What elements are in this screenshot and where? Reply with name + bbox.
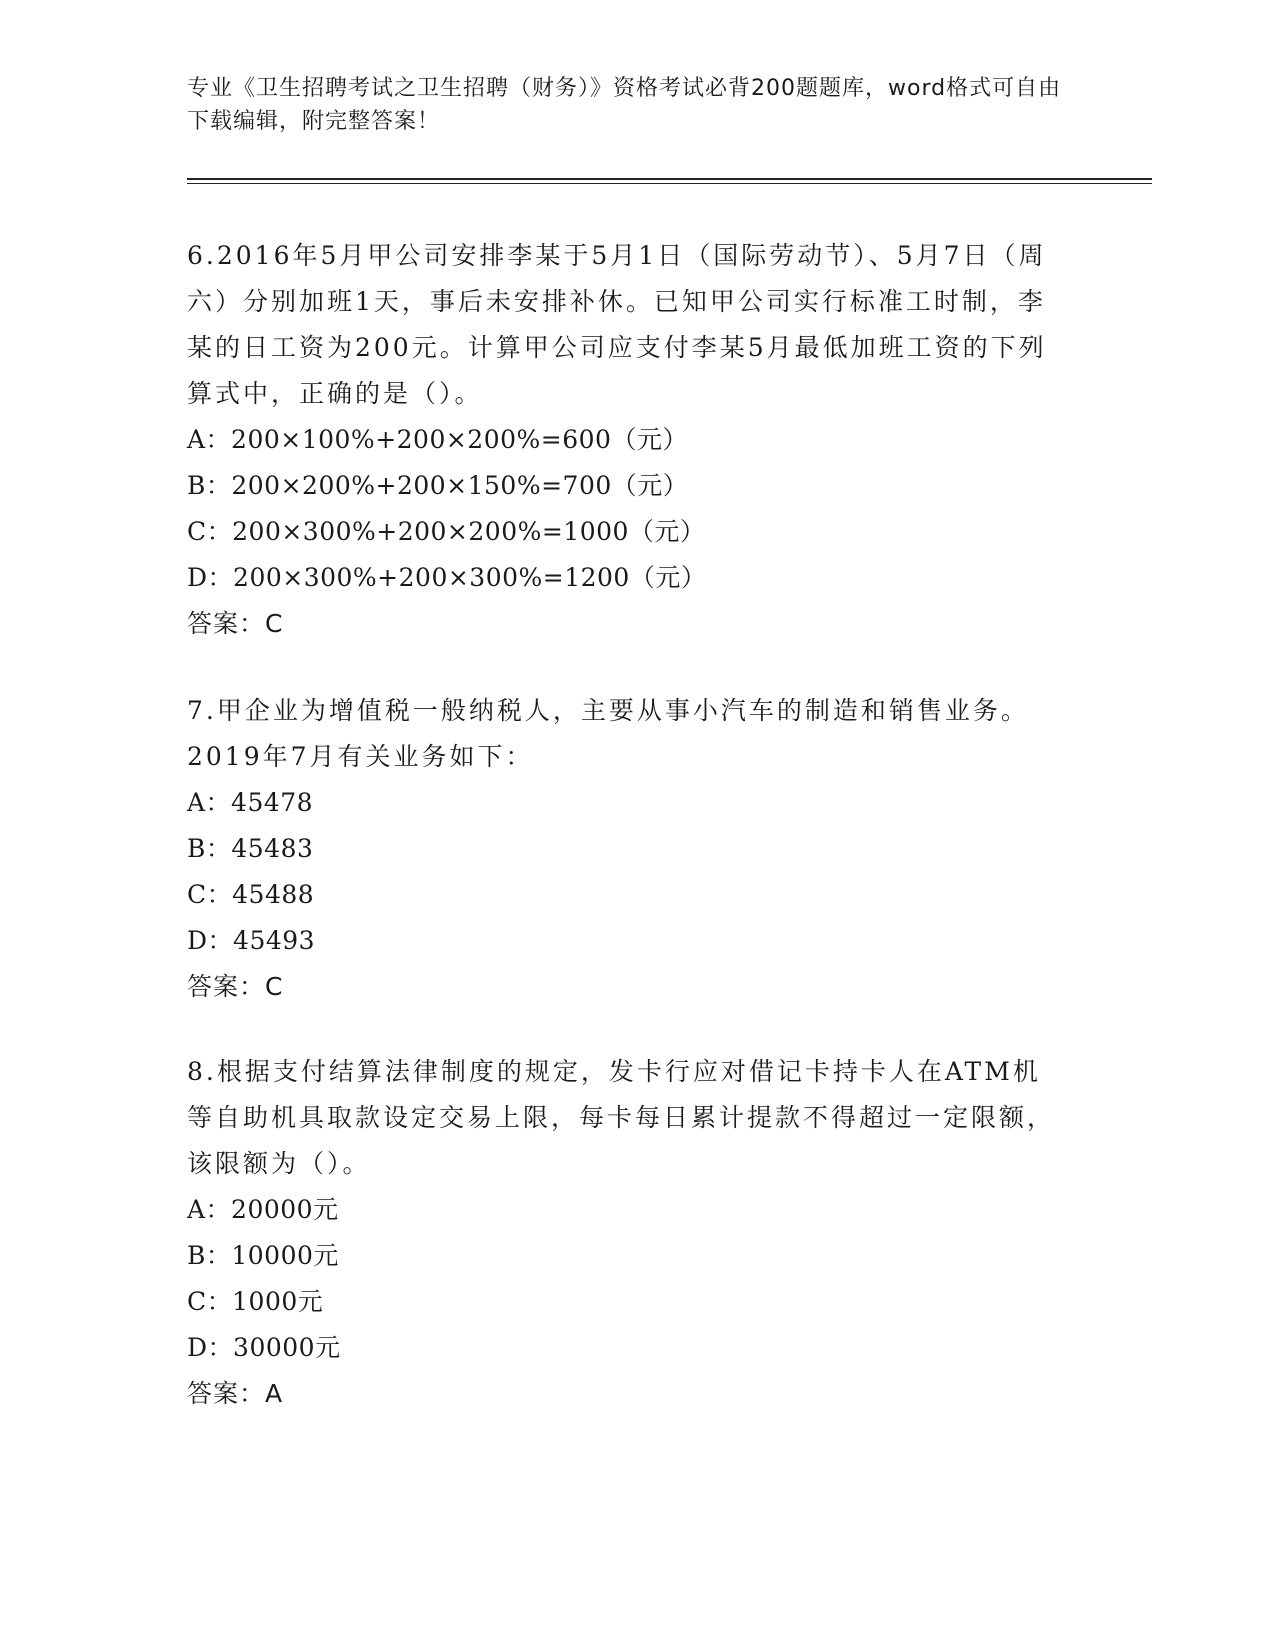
question-stem: 8.根据支付结算法律制度的规定，发卡行应对借记卡持卡人在ATM机等自助机具取款设定交易上限，每卡每日累计提款不得超过一定限额，该限额为（）。: [187, 1057, 1056, 1178]
header-divider-thin: [187, 183, 1152, 184]
option-a: A：200×100%+200×200%=600（元）: [187, 425, 688, 454]
option-a: A：20000元: [187, 1195, 339, 1224]
option-d: D：200×300%+200×300%=1200（元）: [187, 563, 707, 592]
answer-line: 答案：C: [187, 972, 284, 1001]
option-c: C：45488: [187, 880, 315, 909]
document-header: 专业《卫生招聘考试之卫生招聘（财务）》资格考试必背200题题库，word格式可自由下载编辑，附完整答案！: [187, 76, 1062, 134]
option-c: C：1000元: [187, 1287, 324, 1316]
answer-line: 答案：C: [187, 609, 284, 638]
question-6: [187, 233, 1067, 647]
option-b: B：45483: [187, 834, 314, 863]
option-a: A：45478: [187, 788, 314, 817]
option-b: B：200×200%+200×150%=700（元）: [187, 471, 689, 500]
question-8: [187, 1049, 1067, 1417]
header-divider-thick: [187, 178, 1152, 180]
option-b: B：10000元: [187, 1241, 339, 1270]
option-d: D：45493: [187, 926, 316, 955]
question-stem: 7.甲企业为增值税一般纳税人，主要从事小汽车的制造和销售业务。2019年7月有关业务如下：: [187, 696, 1029, 771]
option-c: C：200×300%+200×200%=1000（元）: [187, 517, 706, 546]
question-7: [187, 688, 1067, 1010]
option-d: D：30000元: [187, 1333, 341, 1362]
question-stem: 6.2016年5月甲公司安排李某于5月1日（国际劳动节）、5月7日（周六）分别加班1天，事后未安排补休。已知甲公司实行标准工时制，李某的日工资为200元。计算甲公司应支付李某5月最低加班工资的下列算式中，正确的是（）。: [187, 241, 1047, 408]
answer-line: 答案：A: [187, 1379, 284, 1408]
